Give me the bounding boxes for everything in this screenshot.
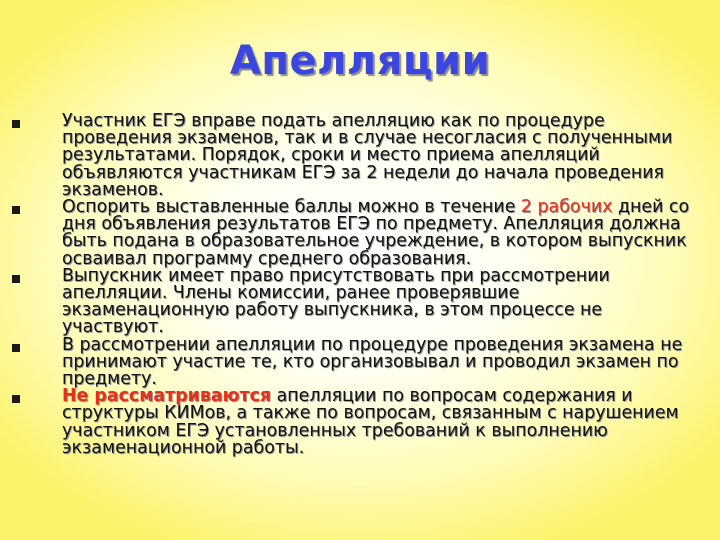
bullet-item: [62, 388, 692, 457]
highlighted-text: 2 рабочих: [520, 197, 613, 218]
square-bullet-icon: [12, 344, 20, 352]
bullet-item: [62, 113, 692, 199]
bullet-item: [62, 265, 692, 338]
square-bullet-icon: [12, 206, 20, 214]
slide-title: Апелляции: [229, 38, 491, 84]
bullet-list: [62, 113, 692, 457]
bullet-item: [62, 199, 692, 268]
bullet-text: Выпускник имеет право присутствовать при рассмотрении апелляции. Члены комиссии, ранее проверявшие экзаменационную работу выпускника, в этом процессе не участвуют.: [62, 265, 610, 338]
highlighted-text: Не рассматриваются: [62, 386, 272, 407]
bullet-text-after: апелляции по вопросам содержания и структуры КИМов, а также по вопросам, связанным с нарушением участником ЕГЭ установленных требований к выполнению экзаменационной работы.: [62, 386, 679, 458]
bullet-text: Участник ЕГЭ вправе подать апелляцию как по процедуре проведения экзаменов, так и в случае несогласия с полученными результатами. Порядок, сроки и место приема апелляций объявляются участникам ЕГЭ за 2 недели до начала проведения экзаменов.: [62, 111, 673, 200]
square-bullet-icon: [12, 275, 20, 283]
square-bullet-icon: [12, 395, 20, 403]
bullet-item: [62, 334, 692, 390]
square-bullet-icon: [12, 120, 20, 128]
bullet-text: В рассмотрении апелляции по процедуре проведения экзамена не принимают участие те, кто организовывал и проводил экзамен по предмету.: [62, 334, 683, 390]
bullet-text-after: дней со дня объявления результатов ЕГЭ по предмету. Апелляция должна быть подана в образовательное учреждение, в котором выпускник осваивал программу среднего образования.: [62, 197, 690, 269]
bullet-text-before: Оспорить выставленные баллы можно в течение: [62, 197, 521, 218]
